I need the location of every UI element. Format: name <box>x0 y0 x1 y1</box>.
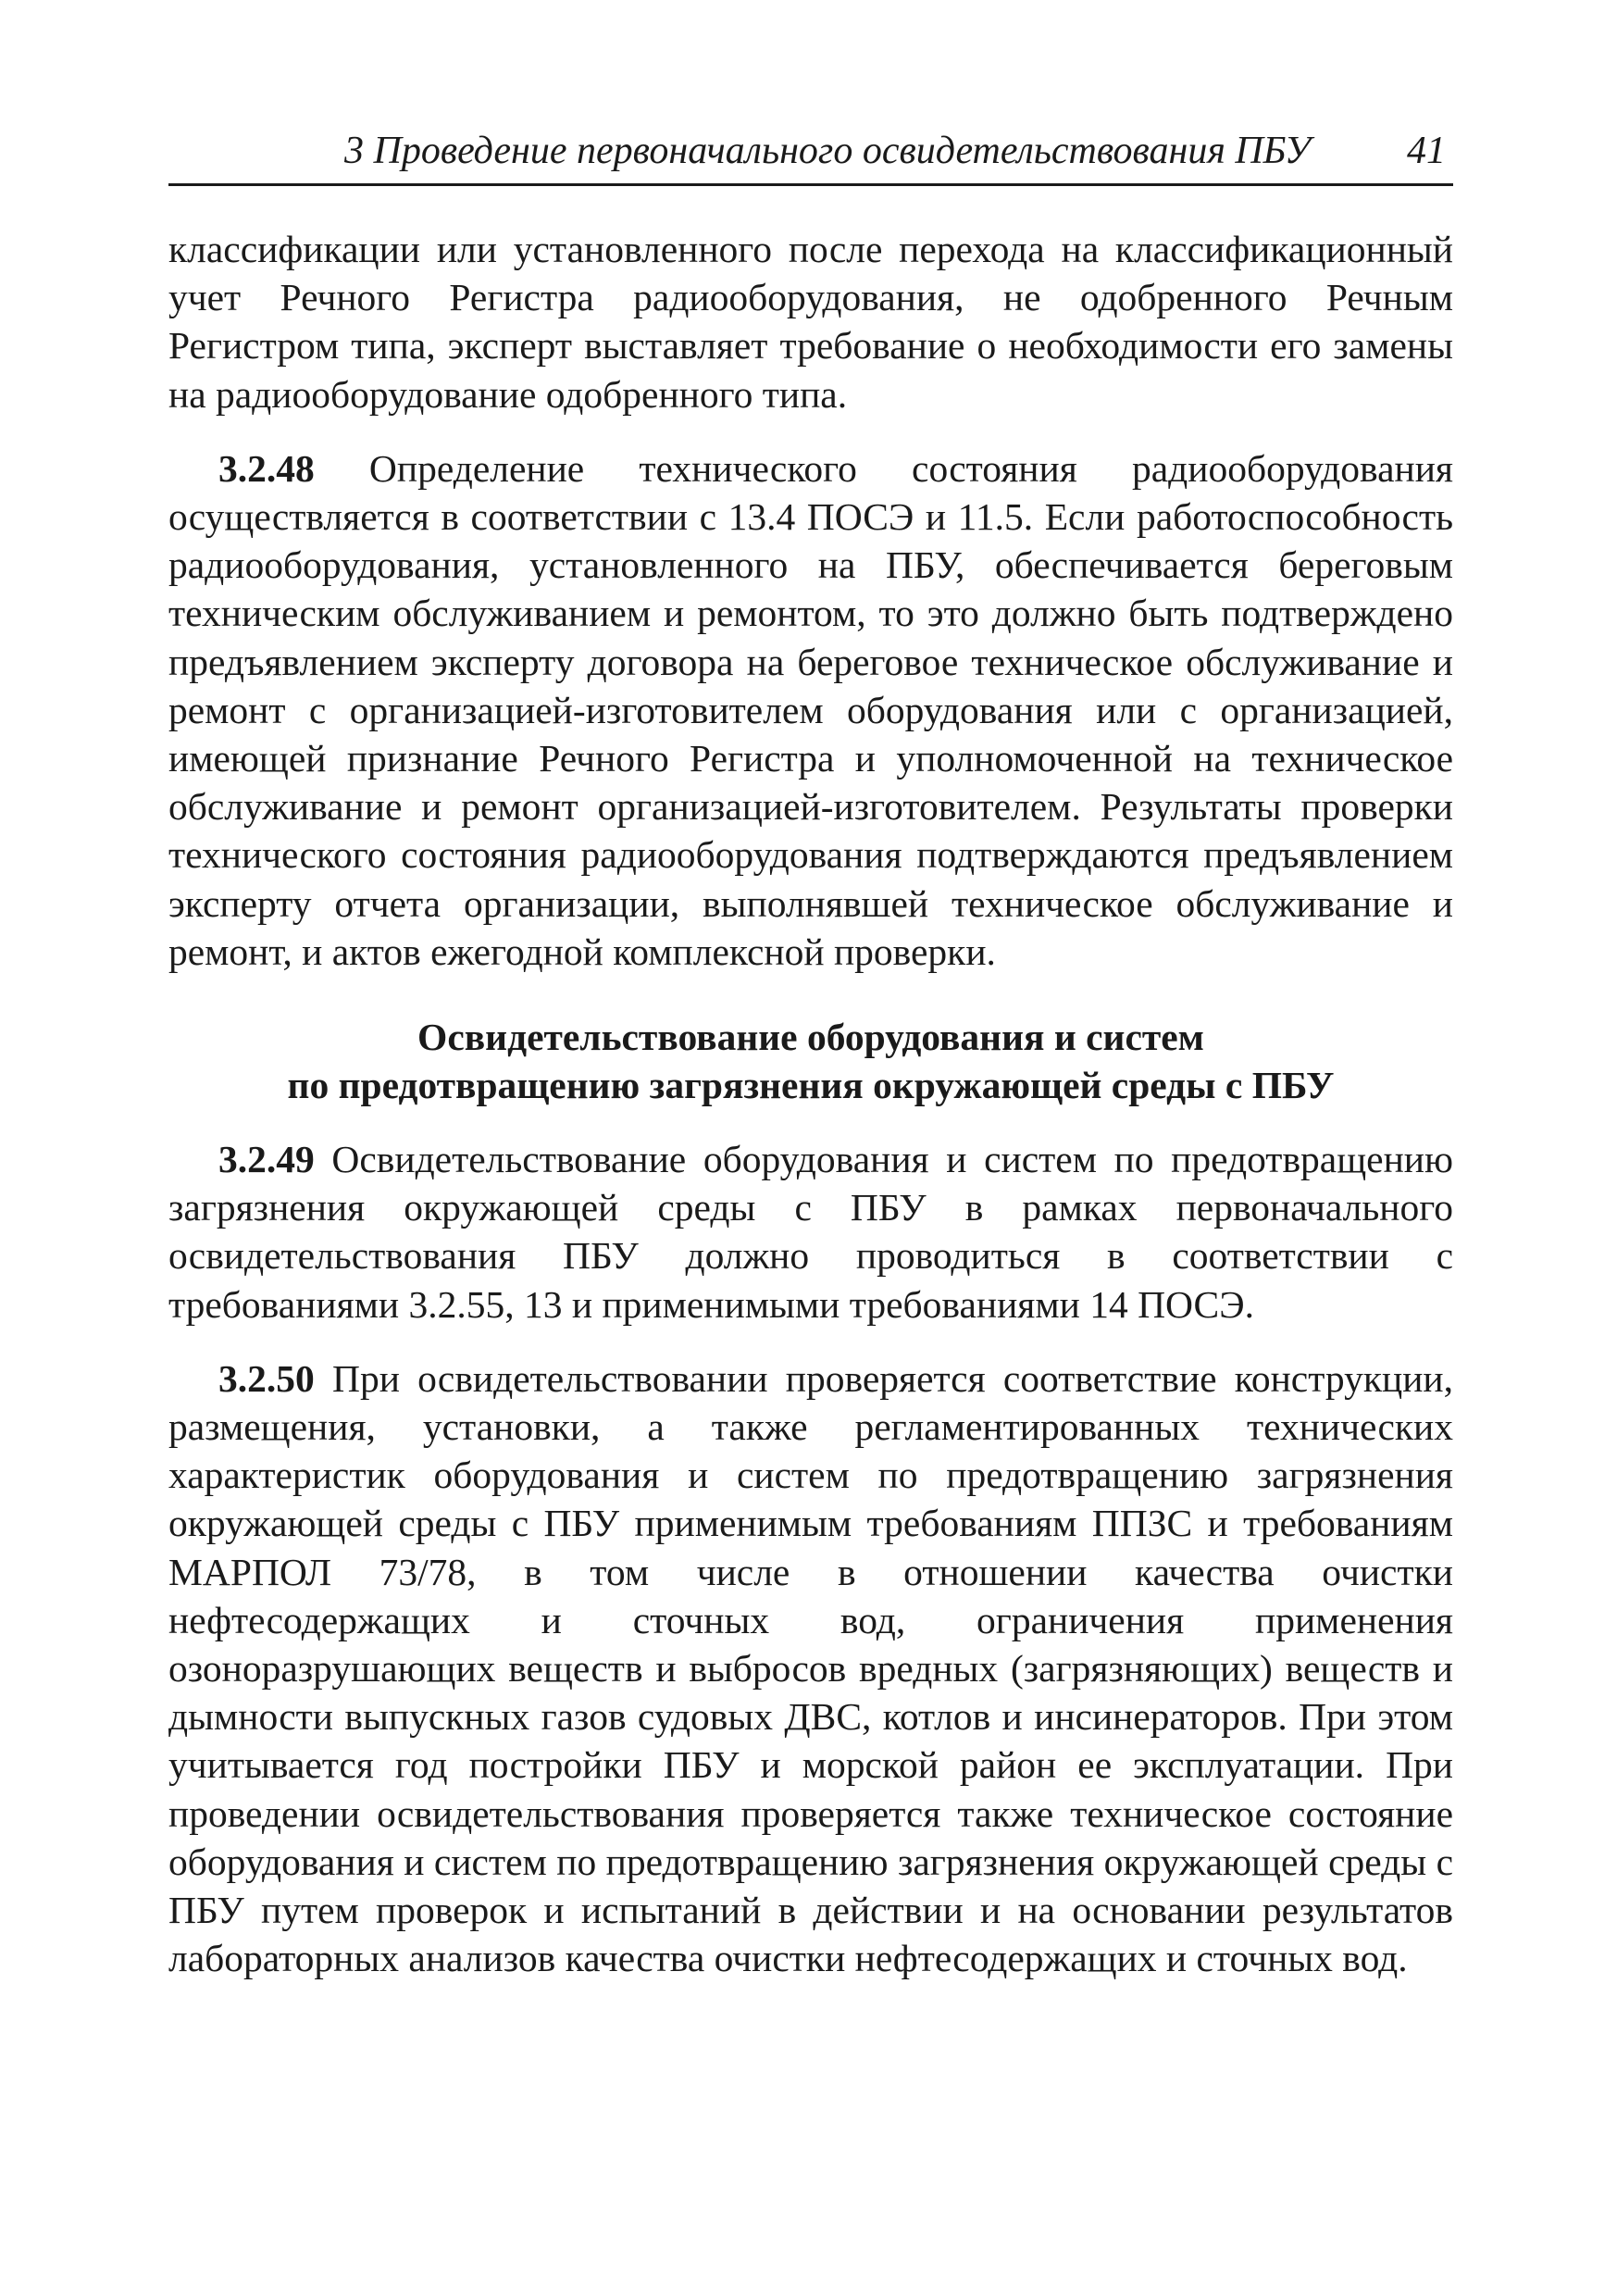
section-heading-line1: Освидетельствование оборудования и систем <box>417 1016 1204 1059</box>
body-text <box>168 225 1453 1983</box>
clause-text: При освидетельствовании проверяется соответствие конструкции, размещения, установки, а также регламентированных технических характеристик оборудования и систем по предотвращению загрязнения окружающей среды с ПБУ применимым требованиям ППЗС и требованиям МАРПОЛ 73/78, в том числе в отношении качества очистки нефтесодержащих и сточных вод, ограничения применения озоноразрушающих веществ и выбросов вредных (загрязняющих) веществ и дымности выпускных газов судовых ДВС, котлов и инсинераторов. При этом учитывается год постройки ПБУ и морской район ее эксплуатации. При проведении освидетельствования проверяется также техническое состояние оборудования и систем по предотвращению загрязнения окружающей среды с ПБУ путем проверок и испытаний в действии и на основании результатов лабораторных анализов качества очистки нефтесодержащих и сточных вод. <box>168 1356 1453 1980</box>
clause-3-2-50 <box>168 1354 1453 1983</box>
page-number: 41 <box>1407 130 1446 172</box>
paragraph-text: классификации или установленного после перехода на классификационный учет Речного Регистра радиооборудования, не одобренного Речным Регистром типа, эксперт выставляет требование о необходимости его замены на радиооборудование одобренного типа. <box>168 228 1453 416</box>
clause-3-2-49 <box>168 1135 1453 1329</box>
document-page <box>168 120 1453 1983</box>
section-heading-line2: по предотвращению загрязнения окружающей среды с ПБУ <box>287 1064 1335 1107</box>
clause-3-2-48 <box>168 444 1453 976</box>
clause-number: 3.2.49 <box>218 1138 315 1181</box>
clause-number: 3.2.50 <box>218 1356 315 1400</box>
running-header <box>168 120 1453 186</box>
section-heading <box>168 1013 1453 1109</box>
clause-text: Освидетельствование оборудования и систем по предотвращению загрязнения окружающей среды с ПБУ в рамках первоначального освидетельствования ПБУ должно проводиться в соответствии с требованиями 3.2.55, 13 и применимыми требованиями 14 ПОСЭ. <box>168 1138 1454 1326</box>
clause-number: 3.2.48 <box>218 446 315 490</box>
clause-text: Определение технического состояния радиооборудования осуществляется в соответствии с 13.4 ПОСЭ и 11.5. Если работоспособность радиооборудования, установленного на ПБУ, обеспечивается береговым техническим обслуживанием и ремонтом, то это должно быть подтверждено предъявлением эксперту договора на береговое техническое обслуживание и ремонт с организацией-изготовителем оборудования или с организацией, имеющей признание Речного Регистра и уполномоченной на техническое обслуживание и ремонт организацией-изготовителем. Результаты проверки технического состояния радиооборудования подтверждаются предъявлением эксперту отчета организации, выполнявшей техническое обслуживание и ремонт, и актов ежегодной комплексной проверки. <box>168 446 1453 973</box>
paragraph-continuation <box>168 225 1453 418</box>
running-title: 3 Проведение первоначального освидетельствования ПБУ <box>344 130 1312 172</box>
